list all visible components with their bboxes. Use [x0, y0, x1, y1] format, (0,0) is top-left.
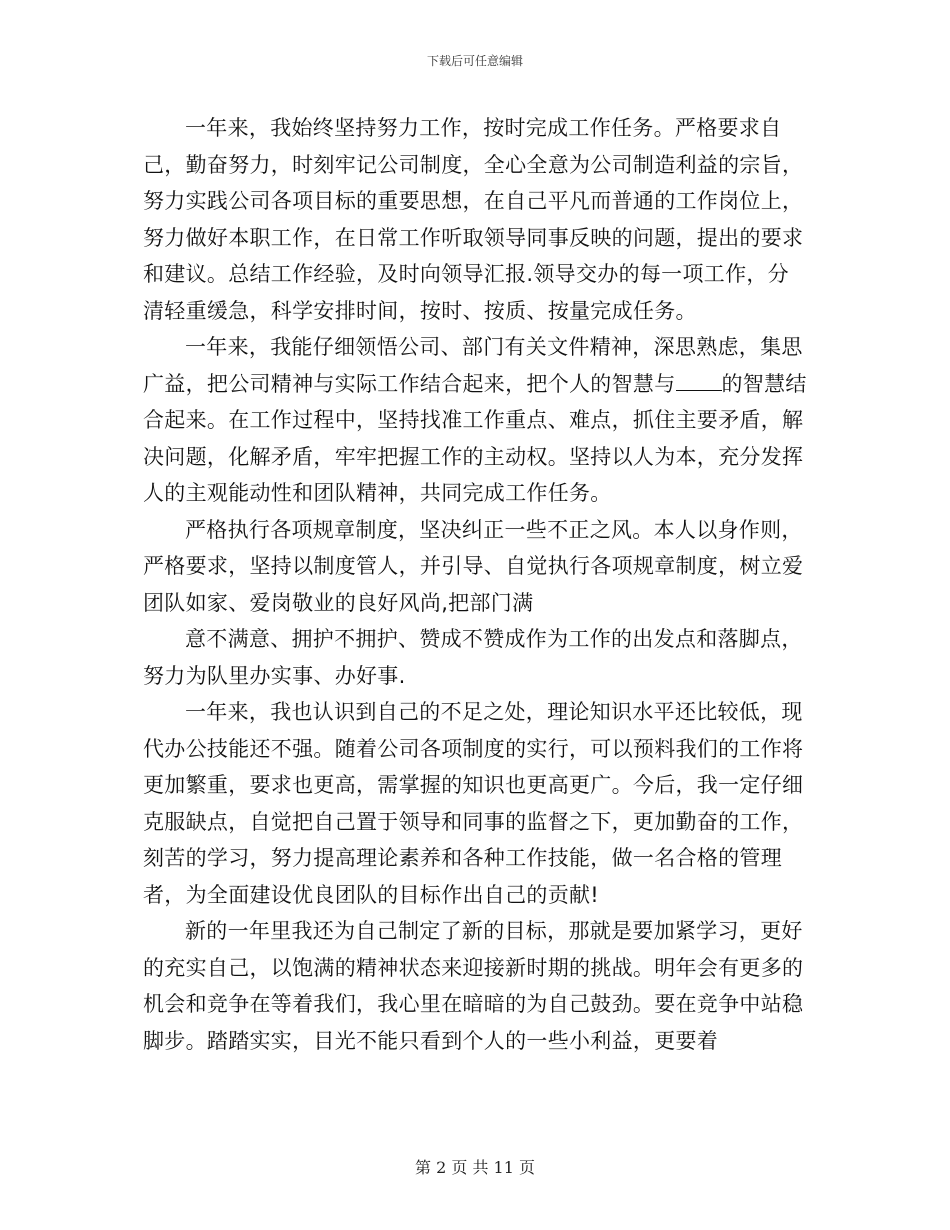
paragraph-1: 一年来，我始终坚持努力工作，按时完成工作任务。严格要求自己，勤奋努力，时刻牢记公司制度，全心全意为公司制造利益的宗旨，努力实践公司各项目标的重要思想，在自己平凡而普通的工作岗位上，努力做好本职工作，在日常工作听取领导同事反映的问题，提出的要求和建议。总结工作经验，及时向领导汇报.领导交办的每一项工作，分清轻重缓急，科学安排时间，按时、按质、按量完成任务。 — [143, 116, 804, 323]
page-number: 第 2 页 共 11 页 — [415, 1158, 535, 1177]
paragraph-2-part-1: 一年来，我能仔细领悟公司、部门有关文件精神，深思熟虑，集思广益，把公司精神与实际工作结合起来，把个人的智慧与 — [143, 335, 803, 396]
document-body — [143, 110, 808, 1059]
paragraph-2-part-2: 的智慧结合起来。在工作过程中，坚持找准工作重点、难点，抓住主要矛盾，解决问题，化解矛盾，牢牢把握工作的主动权。坚持以人为本，充分发挥人的主观能动性和团队精神，共同完成工作任务。 — [143, 371, 807, 505]
paragraph-3: 严格执行各项规章制度，坚决纠正一些不正之风。本人以身作则，严格要求，坚持以制度管人，并引导、自觉执行各项规章制度，树立爱团队如家、爱岗敬业的良好风尚,把部门满 — [143, 517, 804, 615]
paragraph-5: 一年来，我也认识到自己的不足之处，理论知识水平还比较低，现代办公技能还不强。随着公司各项制度的实行，可以预料我们的工作将更加繁重，要求也更高，需掌握的知识也更高更广。今后，我一定仔细克服缺点，自觉把自己置于领导和同事的监督之下，更加勤奋的工作，刻苦的学习，努力提高理论素养和各种工作技能，做一名合格的管理者，为全面建设优良团队的目标作出自己的贡献! — [143, 700, 804, 907]
paragraph-4: 意不满意、拥护不拥护、赞成不赞成作为工作的出发点和落脚点，努力为队里办实事、办好事. — [143, 627, 803, 688]
fill-in-blank — [676, 372, 722, 391]
paragraph-6: 新的一年里我还为自己制定了新的目标，那就是要加紧学习，更好的充实自己，以饱满的精神状态来迎接新时期的挑战。明年会有更多的机会和竞争在等着我们，我心里在暗暗的为自己鼓劲。要在竞争中站稳脚步。踏踏实实，目光不能只看到个人的一些小利益，更要着 — [143, 919, 804, 1053]
paragraph-2 — [143, 329, 808, 512]
page-header: 下载后可任意编辑 — [426, 54, 523, 68]
